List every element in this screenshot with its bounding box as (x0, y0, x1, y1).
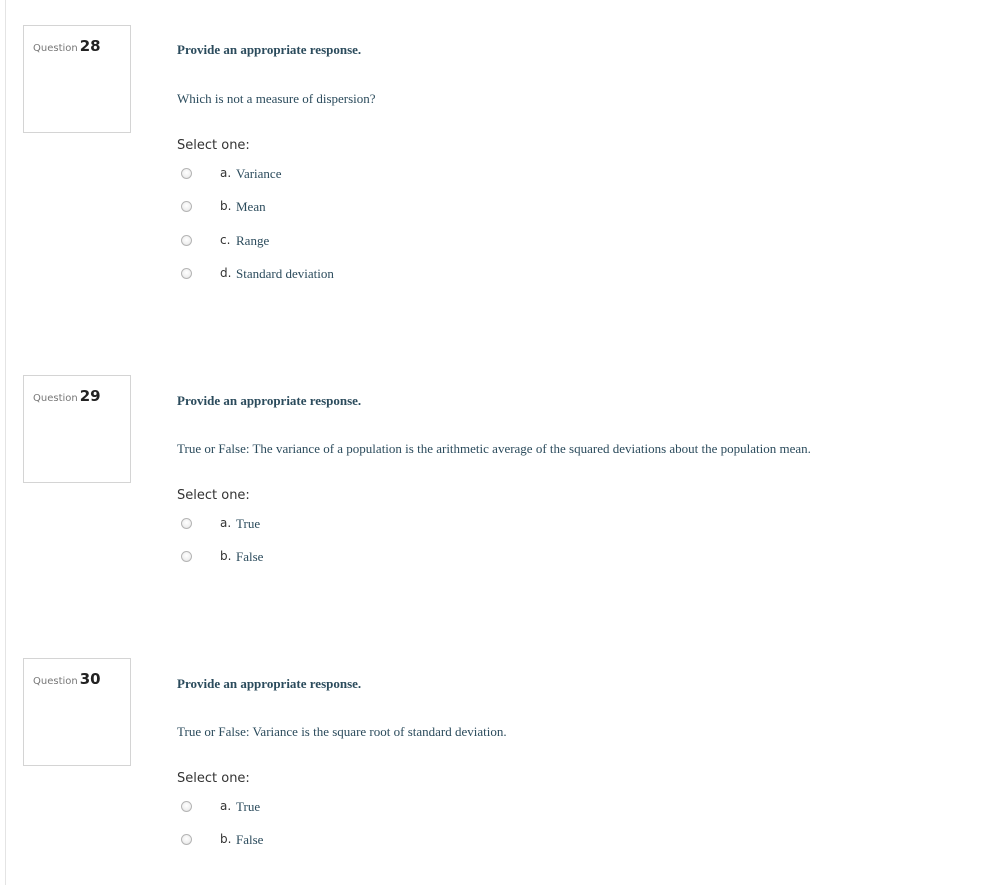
option-text[interactable]: Standard deviation (236, 266, 334, 281)
question-label: Question 29 (33, 387, 101, 405)
question-number: 29 (79, 387, 101, 405)
radio-button[interactable] (181, 268, 192, 279)
option-a[interactable] (181, 516, 581, 536)
option-text[interactable]: True (236, 516, 261, 531)
question-title: Provide an appropriate response. (177, 393, 362, 408)
option-letter: a. (220, 799, 232, 813)
question-info-box (23, 375, 131, 483)
option-b[interactable] (181, 549, 581, 569)
radio-button[interactable] (181, 801, 192, 812)
option-text[interactable]: Variance (236, 166, 282, 181)
option-b[interactable] (181, 832, 581, 852)
option-letter: b. (220, 549, 232, 563)
question-title: Provide an appropriate response. (177, 42, 362, 57)
option-d[interactable] (181, 266, 581, 286)
option-letter: a. (220, 516, 232, 530)
question-number: 30 (79, 670, 101, 688)
radio-button[interactable] (181, 235, 192, 246)
question-label: Question 30 (33, 670, 101, 688)
question-number: 28 (79, 37, 101, 55)
select-one-label: Select one: (177, 771, 250, 786)
option-letter: c. (220, 233, 231, 247)
question-label: Question 28 (33, 37, 101, 55)
question-text: True or False: The variance of a population is the arithmetic average of the squared deviations about the population mean. (177, 441, 811, 456)
option-a[interactable] (181, 166, 581, 186)
option-letter: b. (220, 832, 232, 846)
radio-button[interactable] (181, 551, 192, 562)
option-b[interactable] (181, 199, 581, 219)
select-one-label: Select one: (177, 488, 250, 503)
option-a[interactable] (181, 799, 581, 819)
option-text[interactable]: True (236, 799, 261, 814)
option-text[interactable]: Mean (236, 199, 266, 214)
question-info-box (23, 25, 131, 133)
page-left-border (5, 0, 6, 885)
option-letter: b. (220, 199, 232, 213)
question-title: Provide an appropriate response. (177, 676, 362, 691)
radio-button[interactable] (181, 168, 192, 179)
option-text[interactable]: Range (236, 233, 270, 248)
radio-button[interactable] (181, 201, 192, 212)
option-text[interactable]: False (236, 549, 264, 564)
select-one-label: Select one: (177, 138, 250, 153)
question-text: Which is not a measure of dispersion? (177, 91, 376, 106)
radio-button[interactable] (181, 834, 192, 845)
option-c[interactable] (181, 233, 581, 253)
radio-button[interactable] (181, 518, 192, 529)
option-text[interactable]: False (236, 832, 264, 847)
option-letter: a. (220, 166, 232, 180)
question-text: True or False: Variance is the square root of standard deviation. (177, 724, 507, 739)
option-letter: d. (220, 266, 232, 280)
question-info-box (23, 658, 131, 766)
